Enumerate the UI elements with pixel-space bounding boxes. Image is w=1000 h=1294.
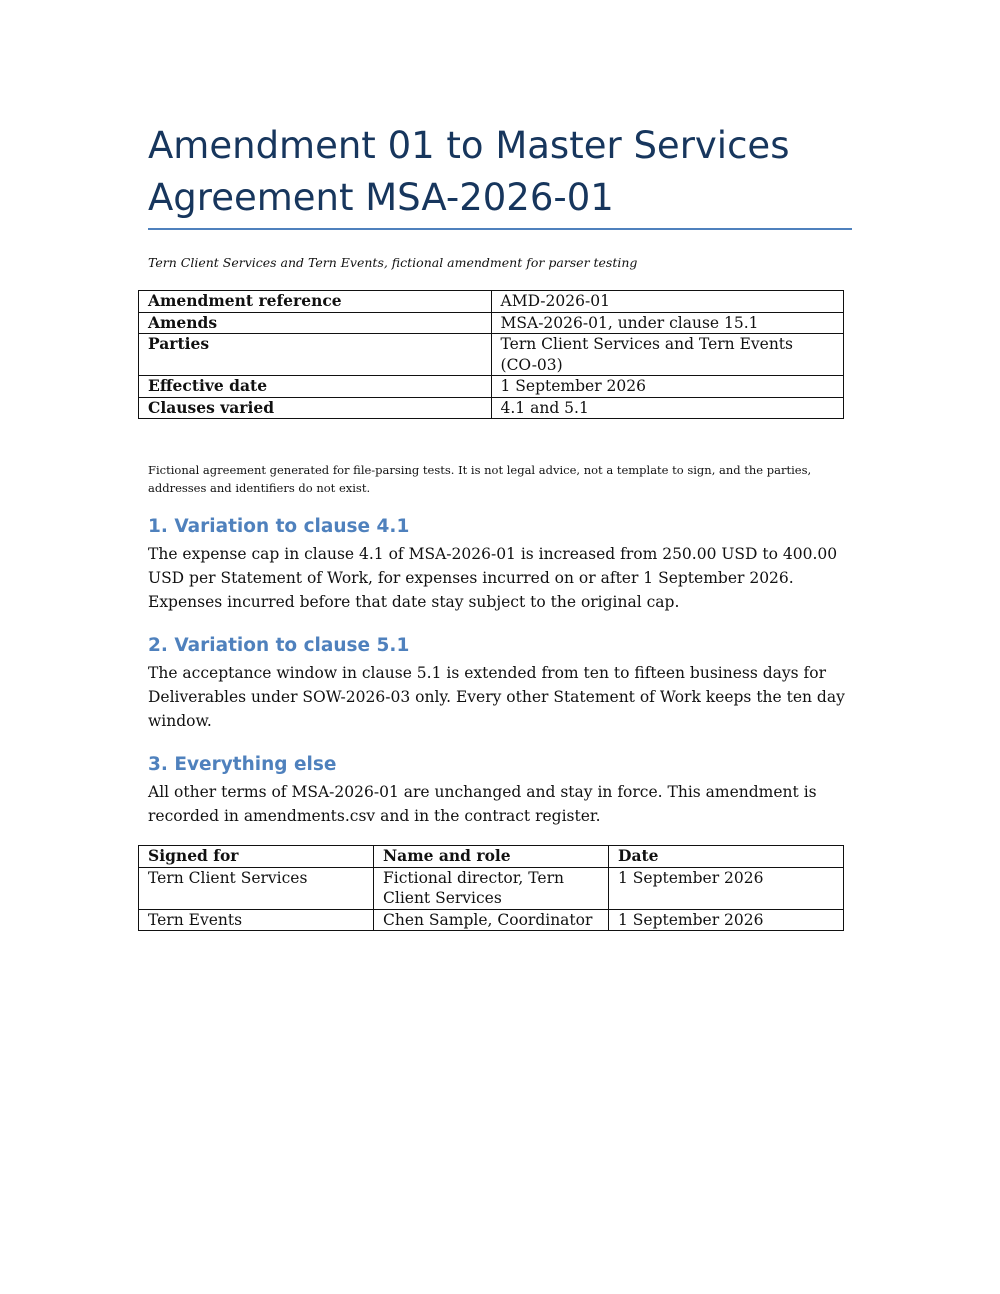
column-header-signed-for: Signed for [139, 846, 374, 868]
signature-table [138, 845, 844, 931]
row-label: Parties [139, 334, 492, 376]
table-row [139, 867, 844, 909]
name-and-role-cell: Fictional director, Tern Client Services [374, 867, 609, 909]
column-header-date: Date [609, 846, 844, 868]
row-value: 4.1 and 5.1 [491, 397, 843, 419]
section-body-clause-4-1: The expense cap in clause 4.1 of MSA-2026-01 is increased from 250.00 USD to 400.00 USD per Statement of Work, for expenses incurred on or after 1 September 2026. Expenses incurred before that date stay subject to the original cap. [148, 545, 838, 612]
row-value: MSA-2026-01, under clause 15.1 [491, 312, 843, 334]
table-row [139, 334, 844, 376]
title-divider [148, 228, 852, 230]
row-label: Amendment reference [139, 291, 492, 313]
row-value: Tern Client Services and Tern Events (CO-03) [491, 334, 843, 376]
section-heading-everything-else: 3. Everything else [148, 754, 337, 775]
table-row [139, 376, 844, 398]
table-row [139, 397, 844, 419]
row-value: AMD-2026-01 [491, 291, 843, 313]
row-label: Amends [139, 312, 492, 334]
section-body-clause-5-1: The acceptance window in clause 5.1 is extended from ten to fifteen business days for Deliverables under SOW-2026-03 only. Every other Statement of Work keeps the ten day window. [148, 664, 845, 731]
table-row [139, 312, 844, 334]
signed-for-cell: Tern Client Services [139, 867, 374, 909]
section-body-everything-else: All other terms of MSA-2026-01 are unchanged and stay in force. This amendment is recorded in amendments.csv and in the contract register. [148, 783, 817, 826]
document-title: Amendment 01 to Master Services Agreement MSA-2026-01 [148, 124, 790, 219]
date-cell: 1 September 2026 [609, 867, 844, 909]
table-row [139, 909, 844, 931]
table-header-row [139, 846, 844, 868]
row-label: Effective date [139, 376, 492, 398]
section-heading-clause-5-1: 2. Variation to clause 5.1 [148, 635, 410, 656]
name-and-role-cell: Chen Sample, Coordinator [374, 909, 609, 931]
signed-for-cell: Tern Events [139, 909, 374, 931]
row-value: 1 September 2026 [491, 376, 843, 398]
document-subtitle: Tern Client Services and Tern Events, fictional amendment for parser testing [148, 255, 638, 270]
disclaimer-note: Fictional agreement generated for file-parsing tests. It is not legal advice, not a template to sign, and the parties, addresses and identifiers do not exist. [148, 463, 812, 495]
column-header-name-and-role: Name and role [374, 846, 609, 868]
amendment-details-table [138, 290, 844, 419]
date-cell: 1 September 2026 [609, 909, 844, 931]
table-row [139, 291, 844, 313]
row-label: Clauses varied [139, 397, 492, 419]
section-heading-clause-4-1: 1. Variation to clause 4.1 [148, 516, 410, 537]
